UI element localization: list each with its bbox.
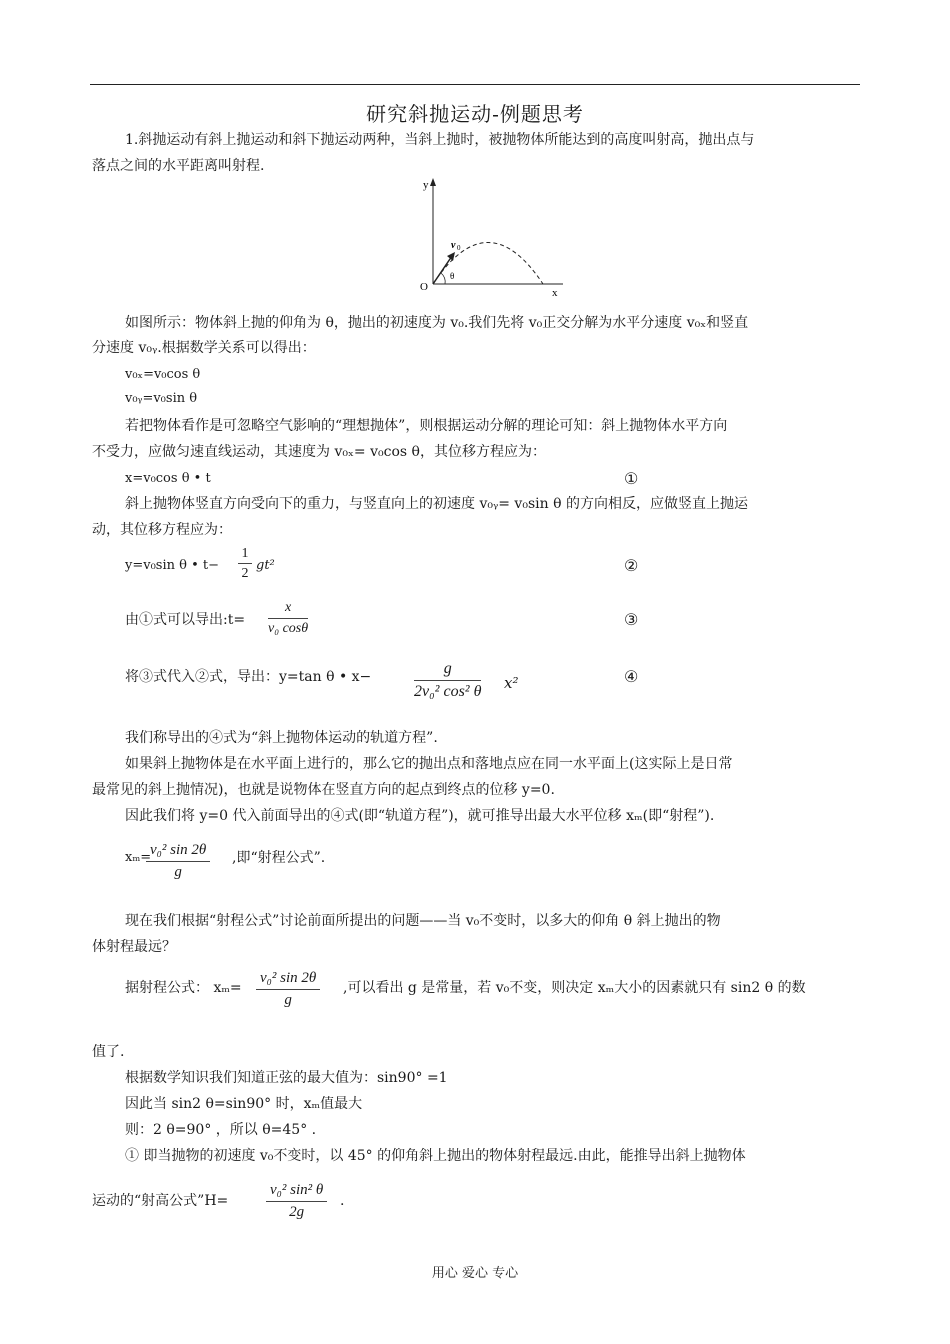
- p11: 则：2 θ=90° ，所以 θ=45° .: [125, 1122, 317, 1138]
- intro-line-1: 1.斜抛运动有斜上抛运动和斜下抛运动两种，当斜上抛时，被抛物体所能达到的高度叫射高，抛出点与: [125, 132, 755, 148]
- height-formula-numerator: v₀² sin² θ: [266, 1182, 327, 1202]
- p8-fraction: [256, 970, 320, 1009]
- range-formula-denominator: g: [174, 864, 182, 880]
- p8-line-2: 值了.: [92, 1044, 125, 1060]
- p8-denominator: g: [284, 992, 292, 1008]
- equation-1: x=v₀cos θ • t: [125, 471, 211, 486]
- velocity-label: v: [451, 240, 456, 251]
- intro-line-2: 落点之间的水平距离叫射程.: [92, 158, 265, 174]
- p2-line-2: 不受力，应做匀速直线运动，其速度为 v₀ₓ= v₀cos θ，其位移方程应为：: [92, 444, 546, 460]
- p12-tail: .: [340, 1193, 345, 1209]
- p7-line-1: 现在我们根据“射程公式”讨论前面所提出的问题——当 v₀不变时，以多大的仰角 θ 斜上抛出的物: [125, 913, 721, 929]
- p10: 因此当 sin2 θ=sin90° 时，xₘ值最大: [125, 1096, 363, 1112]
- p5-line-2: 最常见的斜上抛情况)，也就是说物体在竖直方向的起点到终点的位移 y=0.: [92, 782, 555, 798]
- equation-4-fraction: [414, 660, 481, 701]
- trajectory-figure: [400, 176, 575, 305]
- equation-2-numerator: 1: [238, 546, 252, 564]
- velocity-subscript: 0: [457, 244, 461, 252]
- p7-line-2: 体射程最远？: [92, 939, 176, 955]
- p3-line-1: 斜上抛物体竖直方向受向下的重力，与竖直向上的初速度 v₀ᵧ= v₀sin θ 的方向相反，应做竖直上抛运: [125, 496, 748, 512]
- equation-3-lead: 由①式可以导出:t=: [125, 612, 246, 628]
- p12-line-1: ① 即当抛物的初速度 v₀不变时，以 45° 的仰角斜上抛出的物体射程最远.由此，能推导出斜上抛物体: [125, 1148, 746, 1164]
- equation-2-denominator: 2: [241, 566, 249, 581]
- equation-vx: v₀ₓ=v₀cos θ: [125, 367, 201, 382]
- range-formula-numerator: v₀² sin 2θ: [146, 842, 210, 862]
- origin-label: O: [420, 281, 428, 293]
- p6: 因此我们将 y=0 代入前面导出的④式(即“轨道方程”)，就可推导出最大水平位移 xₘ(即“射程”).: [125, 808, 715, 824]
- p8-tail: ,可以看出 g 是常量，若 v₀不变，则决定 xₘ大小的因素就只有 sin2 θ 的数: [343, 980, 806, 996]
- equation-4-number: ④: [624, 667, 639, 686]
- equation-3-numerator: x: [268, 600, 308, 619]
- angle-label: θ: [450, 271, 455, 281]
- page-title: 研究斜抛运动-例题思考: [366, 102, 584, 126]
- range-formula-lead: xₘ=: [125, 850, 152, 865]
- equation-2-lhs: y=v₀sin θ • t−: [125, 558, 220, 573]
- p8-numerator: v₀² sin 2θ: [256, 970, 320, 990]
- equation-2-number: ②: [624, 556, 639, 575]
- x-axis-label: x: [552, 287, 558, 299]
- equation-3-number: ③: [624, 610, 639, 629]
- range-formula-fraction: [146, 842, 210, 881]
- page-footer: 用心 爱心 专心: [431, 1266, 519, 1281]
- equation-1-number: ①: [624, 469, 639, 488]
- equation-4-tail: x²: [504, 674, 519, 692]
- equation-4-lead: 将③式代入②式，导出：y=tan θ • x−: [125, 669, 372, 685]
- y-axis-label: y: [423, 179, 429, 191]
- p5-line-1: 如果斜上抛物体是在水平面上进行的，那么它的抛出点和落地点应在同一水平面上(这实际上是日常: [125, 756, 733, 772]
- p1-line-2: 分速度 v₀ᵧ.根据数学关系可以得出：: [92, 340, 316, 356]
- p4: 我们称导出的④式为“斜上抛物体运动的轨道方程”.: [125, 730, 438, 746]
- equation-3-fraction: [268, 600, 308, 637]
- p3-line-2: 动，其位移方程应为：: [92, 522, 232, 538]
- equation-2-fraction: [238, 546, 252, 582]
- equation-2-tail: gt²: [256, 558, 275, 573]
- equation-vy: v₀ᵧ=v₀sin θ: [125, 391, 198, 406]
- header-rule: [90, 84, 860, 85]
- p1-line-1: 如图所示：物体斜上抛的仰角为 θ，抛出的初速度为 v₀.我们先将 v₀正交分解为水平分速度 v₀ₓ和竖直: [125, 315, 749, 331]
- range-formula-tail: ,即“射程公式”.: [232, 850, 326, 866]
- p2-line-1: 若把物体看作是可忽略空气影响的“理想抛体”，则根据运动分解的理论可知：斜上抛物体水平方向: [125, 418, 728, 434]
- height-formula-denominator: 2g: [289, 1204, 305, 1220]
- equation-3-denominator: v₀ cosθ: [268, 621, 309, 636]
- height-formula-fraction: [266, 1182, 327, 1221]
- p8-lead: 据射程公式： xₘ=: [125, 980, 242, 996]
- equation-4-denominator: 2v₀² cos² θ: [414, 683, 482, 700]
- p9: 根据数学知识我们知道正弦的最大值为：sin90° =1: [125, 1070, 448, 1086]
- equation-4-numerator: g: [414, 660, 481, 681]
- p12-lead: 运动的“射高公式”H=: [92, 1193, 229, 1209]
